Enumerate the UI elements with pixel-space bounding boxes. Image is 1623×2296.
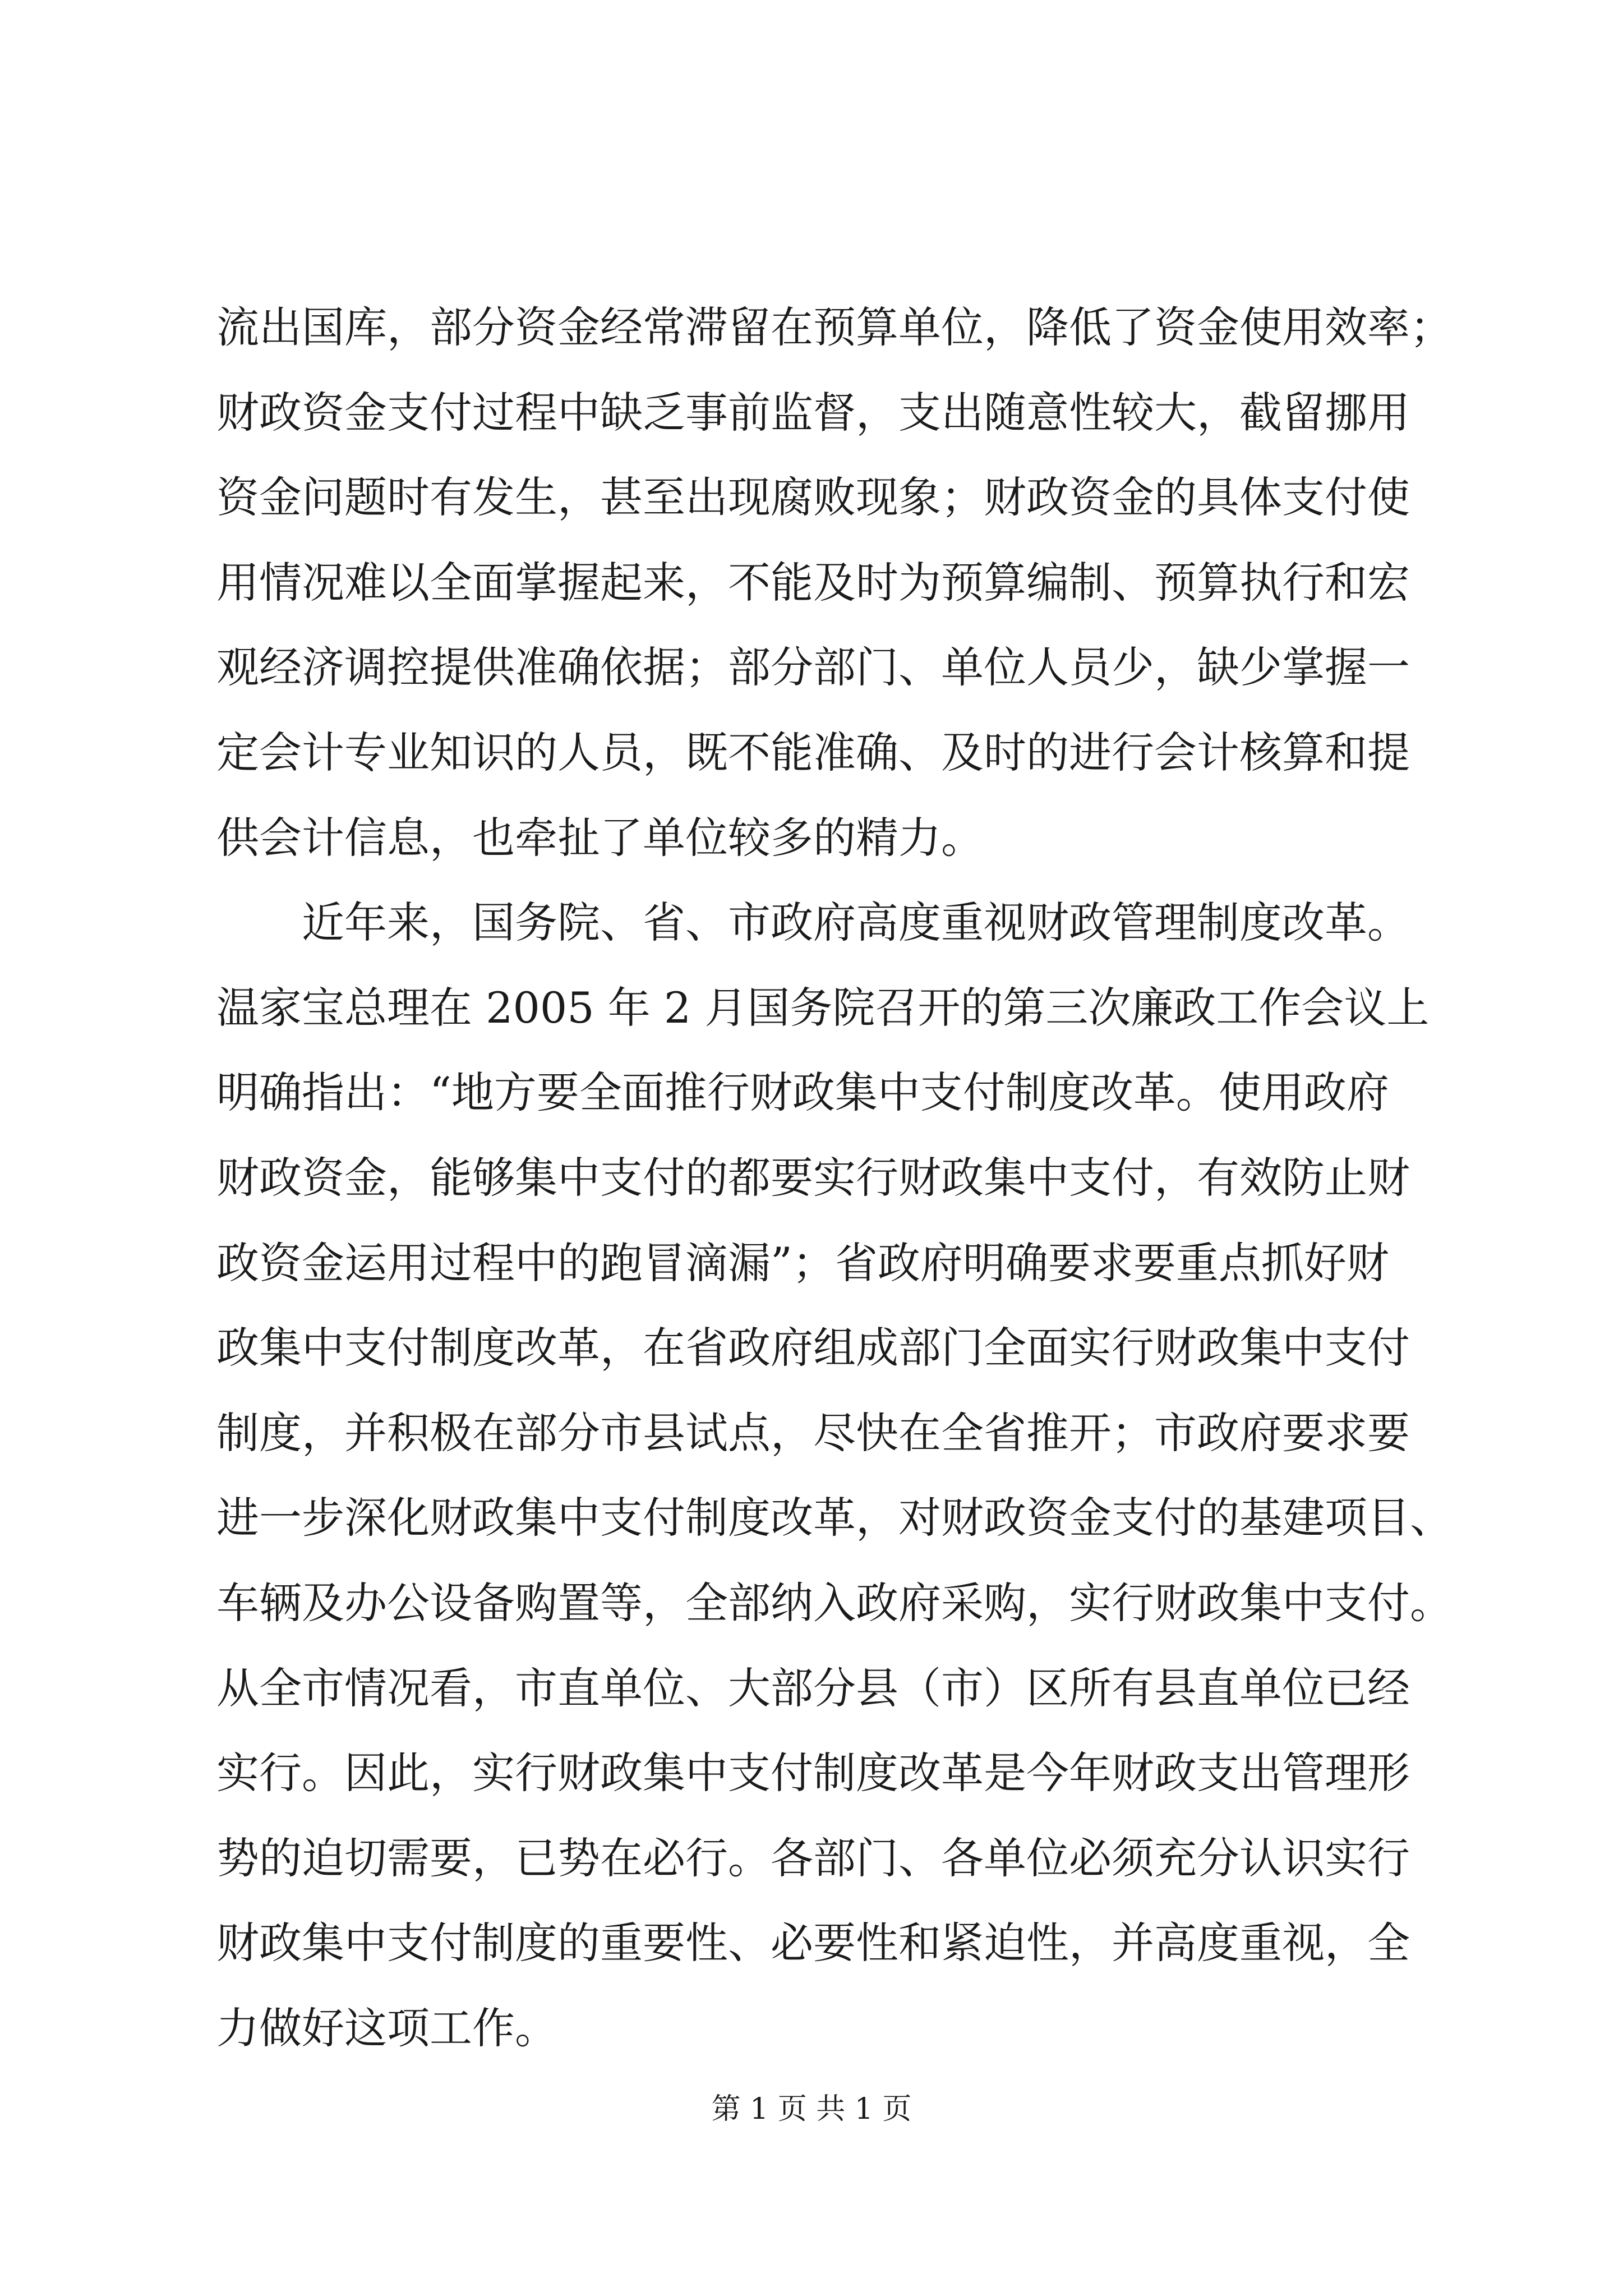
text-line: 财政资金，能够集中支付的都要实行财政集中支付，有效防止财: [216, 1152, 1410, 1203]
text-line: 用情况难以全面掌握起来，不能及时为预算编制、预算执行和宏: [216, 557, 1410, 608]
text-line: 力做好这项工作。: [216, 2003, 557, 2053]
text-line: 流出国库，部分资金经常滞留在预算单位，降低了资金使用效率；: [216, 302, 1453, 352]
text-line: 定会计专业知识的人员，既不能准确、及时的进行会计核算和提: [216, 727, 1410, 777]
text-line: 进一步深化财政集中支付制度改革，对财政资金支付的基建项目、: [216, 1493, 1453, 1543]
text-line: 财政资金支付过程中缺乏事前监督，支出随意性较大，截留挪用: [216, 387, 1410, 438]
page-footer: 第 1 页 共 1 页: [711, 2092, 912, 2126]
text-line: 供会计信息，也牵扯了单位较多的精力。: [216, 812, 984, 863]
text-line: 观经济调控提供准确依据；部分部门、单位人员少，缺少掌握一: [216, 642, 1410, 693]
text-line: 近年来，国务院、省、市政府高度重视财政管理制度改革。: [216, 898, 1410, 948]
text-line: 实行。因此，实行财政集中支付制度改革是今年财政支出管理形: [216, 1748, 1410, 1798]
text-line: 制度，并积极在部分市县试点，尽快在全省推开；市政府要求要: [216, 1407, 1410, 1458]
text-line: 车辆及办公设备购置等，全部纳入政府采购，实行财政集中支付。: [216, 1577, 1453, 1628]
text-line: 政资金运用过程中的跑冒滴漏”；省政府明确要求要重点抓好财: [216, 1237, 1389, 1288]
text-line: 从全市情况看，市直单位、大部分县（市）区所有县直单位已经: [216, 1663, 1410, 1713]
text-line: 温家宝总理在 2005 年 2 月国务院召开的第三次廉政工作会议上: [216, 982, 1430, 1033]
text-line: 明确指出：“地方要全面推行财政集中支付制度改革。使用政府: [216, 1068, 1389, 1118]
text-line: 资金问题时有发生，甚至出现腐败现象；财政资金的具体支付使: [216, 472, 1410, 523]
text-line: 政集中支付制度改革，在省政府组成部门全面实行财政集中支付: [216, 1323, 1410, 1373]
text-line: 势的迫切需要，已势在必行。各部门、各单位必须充分认识实行: [216, 1833, 1410, 1883]
text-line: 财政集中支付制度的重要性、必要性和紧迫性，并高度重视，全: [216, 1918, 1410, 1968]
document-body: [216, 285, 1453, 2070]
